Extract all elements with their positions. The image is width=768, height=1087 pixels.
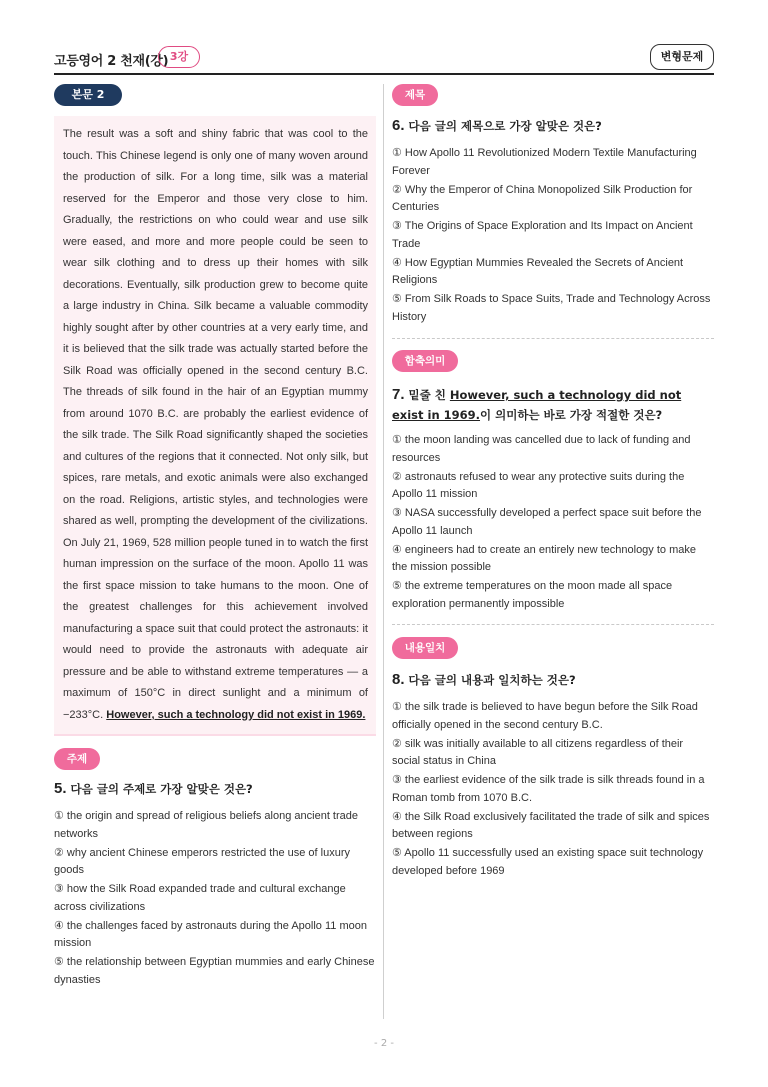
q6-option-1[interactable]: ① How Apollo 11 Revolutionized Modern Textile Manufacturing Forever bbox=[392, 147, 697, 177]
q8-options bbox=[392, 699, 714, 882]
q7-question-suffix: 이 의미하는 바로 가장 적절한 것은? bbox=[480, 408, 663, 422]
q7-question-underlined: However, such a technology did not exist in 1969. bbox=[392, 388, 682, 422]
q6-number: 6. bbox=[392, 117, 405, 134]
worksheet-type-badge: 변형문제 bbox=[650, 44, 714, 70]
q5-question: 다음 글의 주제로 가장 알맞은 것은? bbox=[70, 782, 253, 796]
column-divider bbox=[383, 84, 384, 1019]
q6-option-3[interactable]: ③ The Origins of Space Exploration and Its Impact on Ancient Trade bbox=[392, 220, 693, 250]
page-number: - 2 - bbox=[374, 1038, 394, 1049]
q7-option-1[interactable]: ① the moon landing was cancelled due to lack of funding and resources bbox=[392, 434, 691, 464]
q7-option-3[interactable]: ③ NASA successfully developed a perfect space suit before the Apollo 11 launch bbox=[392, 507, 702, 537]
q5-option-2[interactable]: ② why ancient Chinese emperors restricted the use of luxury goods bbox=[54, 846, 350, 876]
q7-option-2[interactable]: ② astronauts refused to wear any protective suits during the Apollo 11 mission bbox=[392, 470, 685, 500]
q7-question-prefix: 밑줄 친 bbox=[408, 388, 450, 402]
q7-title bbox=[392, 385, 714, 425]
q8-option-4[interactable]: ④ the Silk Road exclusively facilitated the trade of silk and spices between regions bbox=[392, 810, 710, 840]
q7-options bbox=[392, 432, 714, 615]
q6-option-4[interactable]: ④ How Egyptian Mummies Revealed the Secrets of Ancient Religions bbox=[392, 256, 684, 286]
book-title: 고등영어 2 천재(강) bbox=[54, 54, 169, 69]
q7-number: 7. bbox=[392, 386, 405, 403]
q5-option-5[interactable]: ⑤ the relationship between Egyptian mummies and early Chinese dynasties bbox=[54, 956, 375, 986]
q5-tag: 주제 bbox=[54, 748, 100, 770]
q6-question: 다음 글의 제목으로 가장 알맞은 것은? bbox=[408, 119, 602, 133]
q6-title bbox=[392, 116, 714, 136]
passage-box bbox=[54, 116, 376, 734]
q8-option-3[interactable]: ③ the earliest evidence of the silk trade is silk threads found in a Roman tomb from 1070 B.C. bbox=[392, 774, 705, 804]
q8-question: 다음 글의 내용과 일치하는 것은? bbox=[408, 673, 576, 687]
passage-body: The result was a soft and shiny fabric that was cool to the touch. This Chinese legend is only one of many woven around the production of silk. For a long time, silk was a material reserved for the Emperor and those very close to him. Gradually, the restrictions on who could wear and use silk were eased, and more and more people could be seen to wear silk clothing and to dress up their homes with silk decorations. Eventually, silk production grew to become quite a large industry in China. Silk became a valuable commodity highly sought after by other countries at a very early time, and it is believed that the silk trade was actually started before the Silk Road was officially opened in the second century B.C. The threads of silk found in the hair of an Egyptian mummy from around 1070 B.C. are probably the earliest evidence of the silk trade. The Silk Road significantly shaped the societies and cultures of the regions that it connected. Not only silk, but spices, rare metals, and exotic animals were also exchanged on the road. Religions, artistic styles, and technologies were shared as well, prompting the development of the civilizations. On July 21, 1969, 528 million people tuned in to watch the first human impression on the surface of the moon. Apollo 11 was the first space mission to take humans to the moon. One of the greatest challenges for this achievement involved manufacturing a space suit that could protect the astronauts: it would need to provide the astronauts with adequate air pressure and be able to withstand extreme temperatures — a maximum of 150°C in direct sunlight and a minimum of −233°C. bbox=[63, 128, 368, 721]
q8-option-1[interactable]: ① the silk trade is believed to have begun before the Silk Road officially opened in the second century B.C. bbox=[392, 701, 698, 731]
q6-option-5[interactable]: ⑤ From Silk Roads to Space Suits, Trade and Technology Across History bbox=[392, 293, 711, 323]
q8-option-5[interactable]: ⑤ Apollo 11 successfully used an existing space suit technology developed before 1969 bbox=[392, 847, 704, 877]
q6-tag: 제목 bbox=[392, 84, 438, 106]
lesson-badge: 3강 bbox=[158, 46, 200, 68]
q5-title bbox=[54, 779, 376, 799]
q6-options bbox=[392, 145, 714, 328]
q7-option-4[interactable]: ④ engineers had to create an entirely new technology to make the mission possible bbox=[392, 543, 696, 573]
passage-label: 본문 2 bbox=[54, 84, 122, 106]
passage-text bbox=[63, 124, 368, 726]
q5-option-4[interactable]: ④ the challenges faced by astronauts during the Apollo 11 moon mission bbox=[54, 919, 367, 949]
page-header bbox=[54, 44, 714, 74]
q6-option-2[interactable]: ② Why the Emperor of China Monopolized Silk Production for Centuries bbox=[392, 183, 693, 213]
header-divider bbox=[54, 73, 714, 75]
q8-number: 8. bbox=[392, 671, 405, 688]
q5-option-1[interactable]: ① the origin and spread of religious beliefs along ancient trade networks bbox=[54, 810, 358, 840]
q8-title bbox=[392, 670, 714, 690]
q8-option-2[interactable]: ② silk was initially available to all citizens regardless of their social status in China bbox=[392, 737, 684, 767]
q7-option-5[interactable]: ⑤ the extreme temperatures on the moon made all space exploration permanently impossible bbox=[392, 580, 673, 610]
section-divider bbox=[392, 338, 714, 339]
passage-underlined-sentence: However, such a technology did not exist in 1969. bbox=[106, 708, 366, 721]
passage-bottom-rule bbox=[54, 734, 376, 736]
section-divider bbox=[392, 624, 714, 625]
q8-tag: 내용일치 bbox=[392, 637, 458, 659]
q7-tag: 함축의미 bbox=[392, 350, 458, 372]
q5-option-3[interactable]: ③ how the Silk Road expanded trade and cultural exchange across civilizations bbox=[54, 883, 346, 913]
q5-number: 5. bbox=[54, 780, 67, 797]
q5-options bbox=[54, 808, 376, 991]
